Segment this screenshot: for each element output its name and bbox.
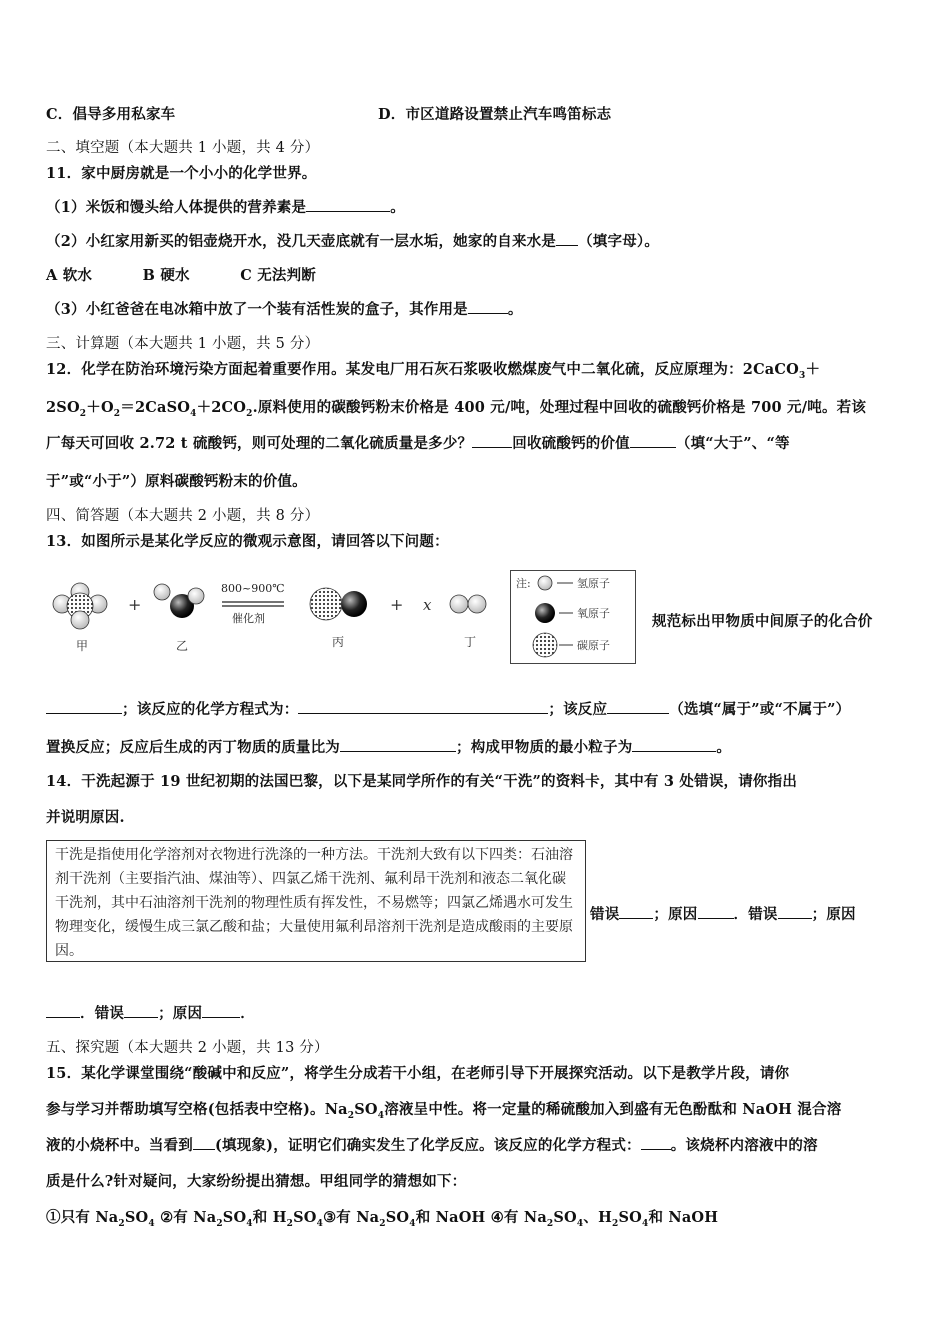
q11-option-c: C 无法判断: [240, 267, 317, 284]
q13-text-2a: 置换反应；反应后生成的丙丁物质的质量比为: [46, 739, 340, 756]
section-5-heading: 五、探究题（本大题共 2 小题，共 13 分）: [46, 1040, 329, 1056]
q15-text-c3: 。该烧杯内溶液中的溶: [670, 1137, 818, 1154]
subscript: 4: [316, 1218, 324, 1229]
legend-carbon: 碳原子: [577, 639, 610, 652]
formula-part: SO: [124, 1209, 149, 1226]
q12-o2: ＋O: [86, 399, 114, 416]
q11-part2-end: （填字母）。: [578, 233, 660, 250]
hypothesis-4: ④有 Na: [490, 1209, 547, 1226]
q11-part1-text: （1）米饭和馒头给人体提供的营养素是: [46, 199, 307, 216]
subscript: 2: [546, 1218, 554, 1229]
q15-line3: [46, 1134, 818, 1155]
q13-stem: 13．如图所示是某化学反应的微观示意图，请回答以下问题：: [46, 533, 449, 550]
formula-part: 、H: [583, 1209, 612, 1226]
q13-text-1a: ；该反应的化学方程式为：: [122, 701, 299, 718]
q13-text-1b: ；该反应: [548, 701, 608, 718]
q14-error-label: ．错误: [80, 1005, 125, 1022]
molecule-ding: [450, 595, 486, 613]
q15-line2: [46, 1098, 841, 1121]
option-d: D．市区道路设置禁止汽车鸣笛标志: [378, 106, 612, 123]
q11-part2-text: （2）小红家用新买的铝壶烧开水，没几天壶底就有一层水垢，她家的自来水是: [46, 233, 557, 250]
q12-text-c2: 回收硫酸钙的价值: [512, 435, 630, 452]
subscript: 4: [190, 408, 197, 419]
formula-part: SO: [553, 1209, 577, 1226]
q14-error-label: 错误: [590, 906, 620, 923]
q11-part1: [46, 196, 405, 217]
formula-part: SO: [618, 1209, 642, 1226]
answer-blank[interactable]: [468, 299, 508, 314]
legend-oxygen: 氧原子: [577, 607, 610, 620]
q12-line2: [46, 396, 866, 419]
subscript: 2: [118, 1218, 125, 1229]
subscript: 2: [286, 1218, 294, 1229]
subscript: 3: [798, 370, 806, 381]
q12-text-c3: （填“大于”、“等: [675, 435, 790, 452]
formula-part: SO: [222, 1209, 247, 1226]
section-3-heading: 三、计算题（本大题共 1 小题，共 5 分）: [46, 336, 320, 352]
q14-stem: 14．干洗起源于 19 世纪初期的法国巴黎，以下是某同学所作的有关“干洗”的资料卡，其中有 3 处错误，请你指出: [46, 773, 798, 790]
q14-reason-label: ；原因: [158, 1005, 203, 1022]
q15-hypotheses: [46, 1206, 718, 1229]
answer-blank[interactable]: [607, 699, 669, 714]
q15-text-b2: SO: [354, 1101, 378, 1118]
q12-caso4: ＝2CaSO: [120, 399, 191, 416]
q15-text-b1: 参与学习并帮助填写空格(包括表中空格)。Na: [46, 1101, 348, 1118]
label-bing: 丙: [332, 635, 345, 649]
subscript: 4: [246, 1218, 253, 1229]
q14-end-period: ．: [240, 1005, 255, 1022]
subscript: 4: [641, 1218, 649, 1229]
legend-hydrogen: 氢原子: [577, 577, 610, 590]
q13-text-1c: （选填“属于”或“不属于”）: [669, 701, 851, 718]
formula-part: 和 NaOH: [415, 1209, 486, 1226]
q11-option-a: A 软水: [46, 267, 93, 284]
answer-blank[interactable]: [340, 737, 456, 752]
q14-side-answers: [590, 903, 856, 924]
subscript: 2: [379, 1218, 386, 1229]
subscript: 2: [246, 408, 253, 419]
q14-reason-label: ；原因: [811, 906, 856, 923]
answer-blank[interactable]: [202, 1003, 240, 1018]
q12-so2: 2SO: [46, 399, 80, 416]
q11-stem: 11．家中厨房就是一个小小的化学世界。: [46, 165, 317, 182]
q12-co2: ＋2CO: [196, 399, 247, 416]
q15-text-c1: 液的小烧杯中。当看到: [46, 1137, 193, 1154]
q12-plus: ＋: [805, 361, 821, 378]
q15-line4: 质是什么?针对疑问，大家纷纷提出猜想。甲组同学的猜想如下：: [46, 1173, 467, 1190]
subscript: 2: [79, 408, 87, 419]
q13-line1: [46, 698, 850, 719]
q14-reason-label: ；原因: [653, 906, 698, 923]
subscript: 4: [377, 1110, 385, 1121]
section-2-heading: 二、填空题（本大题共 1 小题，共 4 分）: [46, 140, 320, 156]
q11-options: [46, 264, 316, 285]
molecule-bing: [310, 588, 367, 620]
formula-part: SO: [293, 1209, 317, 1226]
subscript: 2: [113, 408, 121, 419]
formula-part: SO: [385, 1209, 410, 1226]
answer-blank[interactable]: [641, 1135, 671, 1150]
answer-blank[interactable]: [124, 1003, 158, 1018]
condition-catalyst: 催化剂: [232, 612, 265, 625]
answer-blank[interactable]: [306, 197, 390, 212]
answer-blank[interactable]: [298, 699, 548, 714]
carbon-atom-icon: [533, 633, 557, 657]
section-4-heading: 四、简答题（本大题共 2 小题，共 8 分）: [46, 508, 320, 524]
q11-part2: [46, 230, 659, 251]
subscript: 2: [347, 1110, 355, 1121]
subscript: 4: [148, 1218, 155, 1229]
molecule-yi: [154, 584, 204, 618]
answer-blank[interactable]: [630, 433, 676, 448]
answer-blank[interactable]: [619, 904, 653, 919]
q11-part3: [46, 298, 523, 319]
answer-blank[interactable]: [46, 699, 122, 714]
subscript: 4: [409, 1218, 416, 1229]
q12-text-a: 12．化学在防治环境污染方面起着重要作用。某发电厂用石灰石浆吸收燃煤废气中二氧化硫，反应原理为：2CaCO: [46, 361, 799, 378]
plus-sign: +: [390, 595, 404, 614]
answer-blank[interactable]: [778, 904, 812, 919]
answer-blank[interactable]: [193, 1135, 215, 1150]
legend-note: 注:: [516, 577, 531, 590]
condition-temperature: 800~900℃: [221, 582, 285, 595]
q11-option-b: B 硬水: [142, 267, 190, 284]
q13-text-2c: 。: [716, 739, 732, 756]
hypothesis-1: ①只有 Na: [46, 1209, 119, 1226]
q14-error-label: ．错误: [733, 906, 778, 923]
q13-side-prompt: 规范标出甲物质中间原子的化合价: [652, 613, 873, 630]
formula-part: 和 NaOH: [648, 1209, 719, 1226]
subscript: 4: [576, 1218, 584, 1229]
oxygen-atom-icon: [535, 603, 555, 623]
answer-blank[interactable]: [698, 904, 734, 919]
q11-part1-end: 。: [390, 199, 405, 216]
q12-line1: [46, 358, 820, 381]
answer-blank[interactable]: [632, 737, 716, 752]
q14-stem-2: 并说明原因.: [46, 809, 125, 826]
dry-cleaning-info-card: 干洗是指使用化学溶剂对衣物进行洗涤的一种方法。干洗剂大致有以下四类：石油溶剂干洗剂（主要指汽油、煤油等）、四氯乙烯干洗剂、氟利昂干洗剂和液态二氧化碳干洗剂，其中石油溶剂干洗剂的物理性质有挥发性，不易燃等；四氯乙烯遇水可发生物理变化，缓慢生成三氯乙酸和盐；大量使用氟利昂溶剂干洗剂是造成酸雨的主要原因。: [46, 840, 586, 962]
q12-text-b: .原料使用的碳酸钙粉末价格是 400 元/吨，处理过程中回收的硫酸钙价格是 700 元/吨。若该: [252, 399, 867, 416]
q13-text-2b: ；构成甲物质的最小粒子为: [456, 739, 633, 756]
q11-part3-text: （3）小红爸爸在电冰箱中放了一个装有活性炭的盒子，其作用是: [46, 301, 468, 318]
q12-line4: 于”或“小于”）原料碳酸钙粉末的价值。: [46, 473, 307, 490]
option-c: C．倡导多用私家车: [46, 106, 176, 123]
label-jia: 甲: [76, 639, 89, 653]
answer-blank[interactable]: [472, 433, 512, 448]
q12-line3: [46, 432, 790, 453]
q12-text-c1: 厂每天可回收 2.72 t 硫酸钙，则可处理的二氧化硫质量是多少？: [46, 435, 473, 452]
answer-blank[interactable]: [46, 1003, 80, 1018]
q15-text-c2: (填现象)，证明它们确实发生了化学反应。该反应的化学方程式：: [215, 1137, 641, 1154]
coefficient-x: x: [423, 596, 432, 614]
label-yi: 乙: [176, 639, 189, 653]
hydrogen-atom-icon: [538, 576, 552, 590]
hypothesis-2: ②有 Na: [160, 1209, 217, 1226]
q15-text-b3: 溶液呈中性。将一定量的稀硫酸加入到盛有无色酚酞和 NaOH 混合溶: [384, 1101, 842, 1118]
q11-part3-end: 。: [507, 301, 523, 318]
q15-line1: 15．某化学课堂围绕“酸碱中和反应”，将学生分成若干小组，在老师引导下开展探究活动。以下是教学片段，请你: [46, 1065, 790, 1082]
q13-line2: [46, 736, 731, 757]
label-ding: 丁: [464, 635, 477, 649]
subscript: 2: [216, 1218, 223, 1229]
q14-end-answers: [46, 1002, 255, 1023]
plus-sign: +: [128, 595, 142, 614]
hypothesis-3: ③有 Na: [323, 1209, 380, 1226]
answer-blank[interactable]: [556, 231, 578, 246]
molecule-jia: [53, 583, 107, 629]
atom-legend: [510, 570, 636, 664]
formula-part: 和 H: [252, 1209, 287, 1226]
subscript: 2: [611, 1218, 619, 1229]
